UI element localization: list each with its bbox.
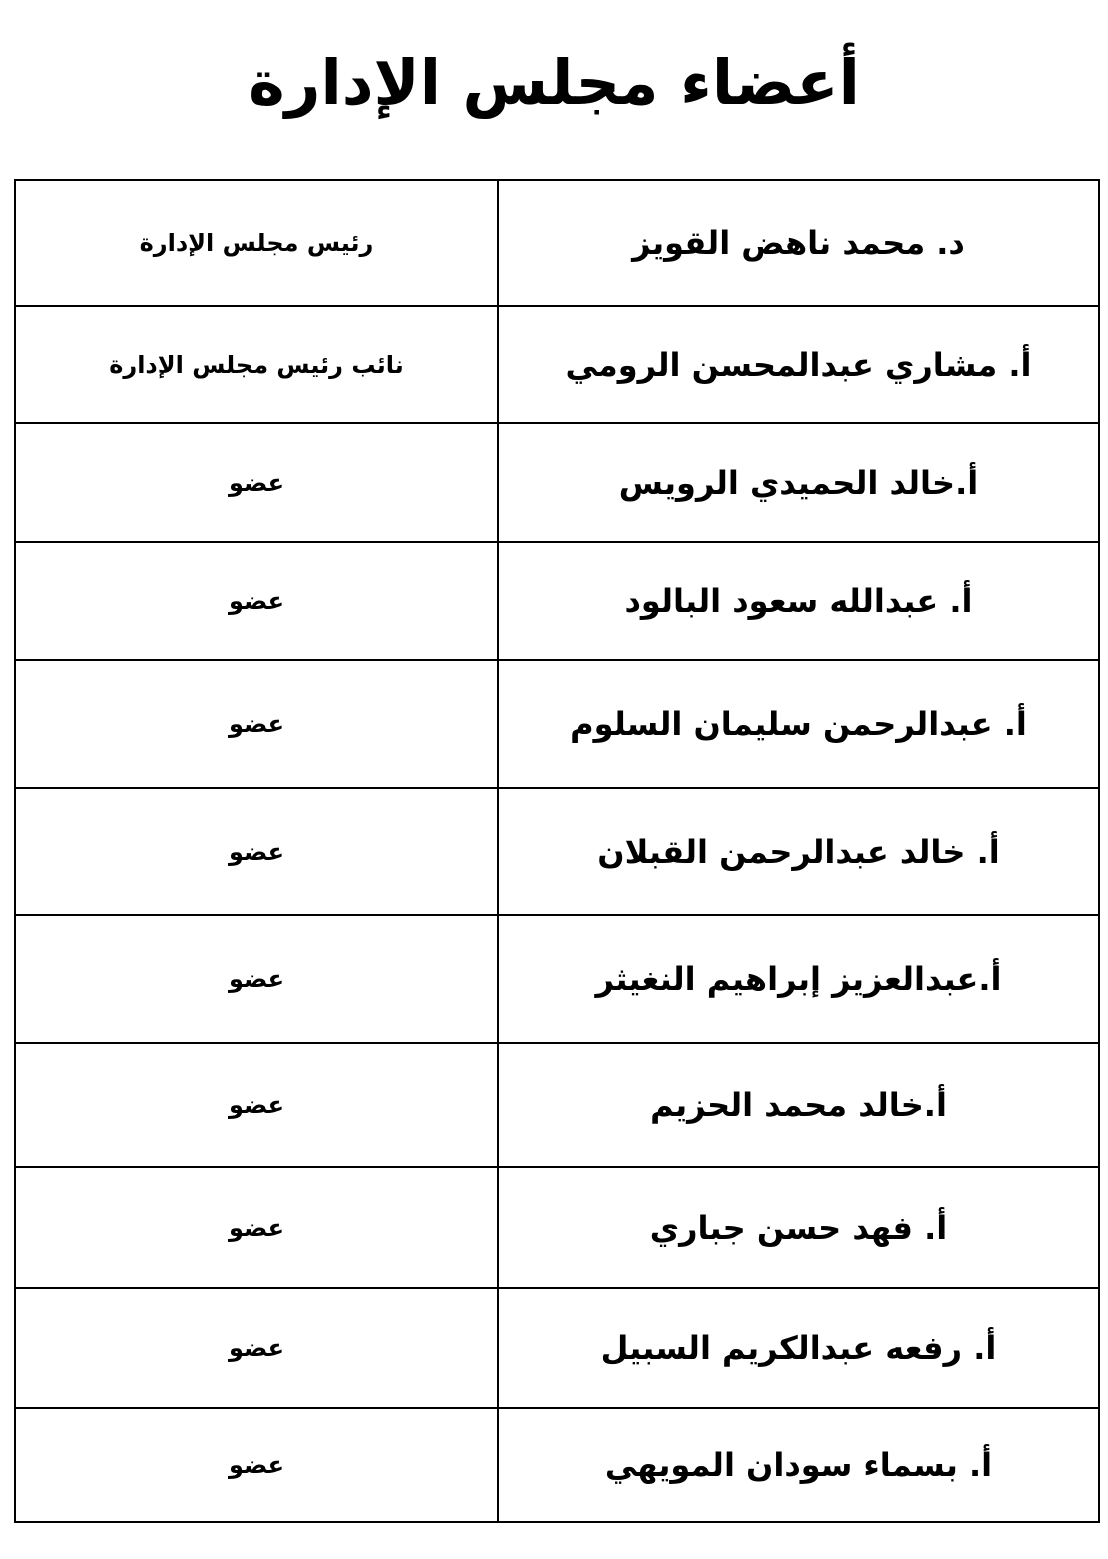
member-role: عضو <box>15 542 498 660</box>
member-role: عضو <box>15 1408 498 1522</box>
member-role: عضو <box>15 1288 498 1408</box>
member-name: أ. فهد حسن جباري <box>498 1167 1099 1288</box>
table-row <box>15 1288 1099 1408</box>
member-name: أ. خالد عبدالرحمن القبلان <box>498 788 1099 915</box>
page-title: أعضاء مجلس الإدارة <box>248 46 860 119</box>
member-role: عضو <box>15 788 498 915</box>
table-row <box>15 1408 1099 1522</box>
member-name: أ. عبدالله سعود البالود <box>498 542 1099 660</box>
member-role: عضو <box>15 660 498 788</box>
table-row <box>15 788 1099 915</box>
table-row <box>15 423 1099 542</box>
member-name: د. محمد ناهض القويز <box>498 180 1099 306</box>
table-row <box>15 180 1099 306</box>
member-role: عضو <box>15 1167 498 1288</box>
table-row <box>15 660 1099 788</box>
member-name: أ. بسماء سودان المويهي <box>498 1408 1099 1522</box>
member-name: أ. مشاري عبدالمحسن الرومي <box>498 306 1099 423</box>
table-row <box>15 915 1099 1043</box>
member-role: رئيس مجلس الإدارة <box>15 180 498 306</box>
table-row <box>15 306 1099 423</box>
table-row <box>15 1043 1099 1167</box>
board-members-table <box>14 179 1100 1523</box>
member-role: عضو <box>15 1043 498 1167</box>
table-row <box>15 542 1099 660</box>
member-name: أ.عبدالعزيز إبراهيم النغيثر <box>498 915 1099 1043</box>
member-name: أ. رفعه عبدالكريم السبيل <box>498 1288 1099 1408</box>
member-role: عضو <box>15 915 498 1043</box>
table-row <box>15 1167 1099 1288</box>
member-role: نائب رئيس مجلس الإدارة <box>15 306 498 423</box>
member-role: عضو <box>15 423 498 542</box>
member-name: أ.خالد الحميدي الرويس <box>498 423 1099 542</box>
member-name: أ. عبدالرحمن سليمان السلوم <box>498 660 1099 788</box>
member-name: أ.خالد محمد الحزيم <box>498 1043 1099 1167</box>
